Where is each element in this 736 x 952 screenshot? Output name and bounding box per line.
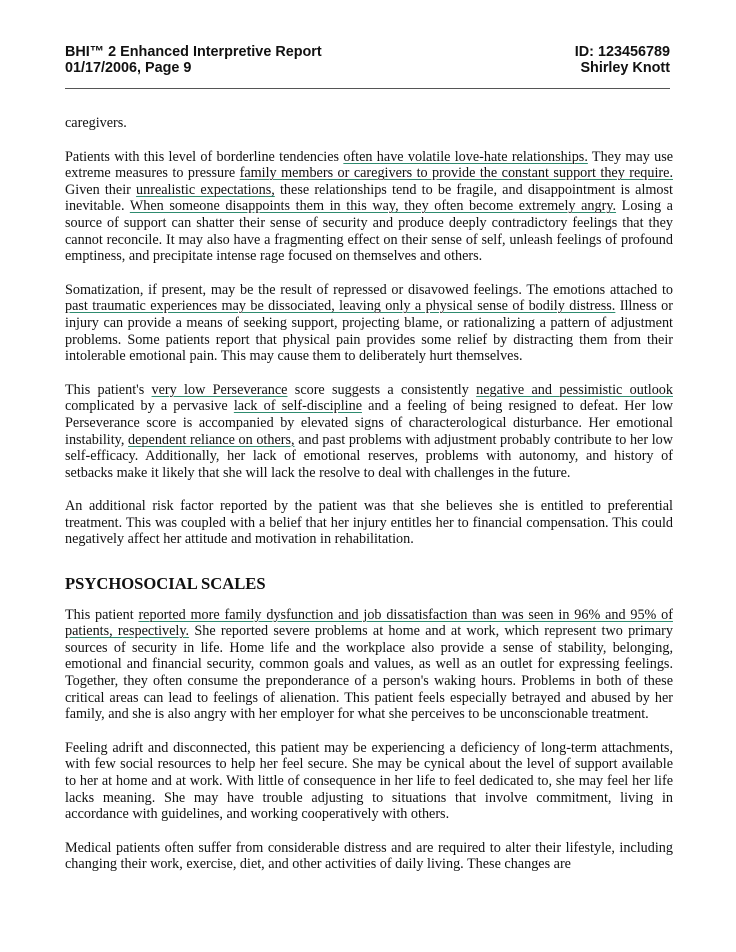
paragraph-medical: Medical patients often suffer from considerable distress and are required to alter their lifestyle, including changing their work, exercise, diet, and other activities of daily living. These changes are bbox=[65, 839, 673, 873]
text-run: Patients with this level of borderline tendencies bbox=[65, 148, 344, 165]
text-run: these relationships tend to be fragile, and disappointment is almost inevitable. bbox=[65, 181, 673, 215]
highlighted-phrase: often have volatile love-hate relationships. bbox=[343, 148, 588, 165]
text-run: score suggests a consistently bbox=[287, 381, 477, 398]
text-run: Illness or injury can provide a means of seeking support, projecting blame, or rationalizing a pattern of adjustment problems. Some patients report that physical pain provides some relief by distracting them from their intolerable emotional pain. This may cause them to deliberately hurt themselves. bbox=[65, 298, 673, 365]
highlighted-phrase: unrealistic expectations, bbox=[136, 181, 275, 198]
highlighted-phrase: lack of self-discipline bbox=[233, 398, 362, 415]
patient-id: ID: 123456789 bbox=[574, 44, 670, 60]
text-run: complicated by a pervasive bbox=[65, 398, 234, 415]
text-run: She reported severe problems at home and at work, which represent two primary sources of security in life. Home life and the workplace also provide a sense of stability, belonging, emotional and financial security, common goals and values, as well as an outlet for expressing feelings. Together, they often consume the preponderance of a person's waking hours. Problems in both of these critical areas can lead to feelings of alienation. This patient feels especially betrayed and abused by her family, and she is also angry with her employer for what she perceives to be unconscionable treatment. bbox=[65, 623, 673, 723]
highlighted-phrase: family members or caregivers to provide the constant support they require. bbox=[239, 165, 673, 182]
paragraph-family-job bbox=[65, 607, 673, 723]
text-run: and past problems with adjustment probably contribute to her low self-efficacy. Additionally, her lack of emotional reserves, problems with autonomy, and history of setbacks make it likely that she will lack the resolve to deal with challenges in the future. bbox=[65, 431, 673, 481]
header-divider bbox=[65, 88, 670, 89]
text-run: This patient bbox=[65, 606, 139, 623]
paragraph-adrift: Feeling adrift and disconnected, this patient may be experiencing a deficiency of long-term attachments, with few social resources to help her feel secure. She may be cynical about the level of support available to her at home and at work. With little of consequence in her life to feel dedicated to, she may feel her life lacks meaning. She may have trouble adjusting to situations that involve commitment, living in accordance with guidelines, and working cooperatively with others. bbox=[65, 739, 673, 823]
text-run: Somatization, if present, may be the result of repressed or disavowed feelings. The emotions attached to bbox=[65, 281, 673, 298]
highlighted-phrase: When someone disappoints them in this way, they often become extremely angry. bbox=[129, 198, 617, 215]
report-body bbox=[65, 115, 673, 890]
highlighted-phrase: negative and pessimistic outlook bbox=[476, 381, 673, 398]
highlighted-phrase: past traumatic experiences may be dissociated, leaving only a physical sense of bodily distress. bbox=[65, 298, 616, 315]
text-run: Given their bbox=[65, 181, 137, 198]
paragraph-somatization bbox=[65, 282, 673, 365]
paragraph-perseverance bbox=[65, 382, 673, 482]
highlighted-phrase: reported more family dysfunction and job dissatisfaction than was seen in 96% and 95% of patients, respectively. bbox=[65, 606, 673, 640]
highlighted-phrase: dependent reliance on others, bbox=[128, 431, 295, 448]
text-run: Losing a source of support can shatter their sense of security and produce deeply contradictory feelings that they cannot reconcile. It may also have a fragmenting effect on their sense of self, unleash feelings of profound emptiness, and precipitate intense rage focused on themselves and others. bbox=[65, 198, 673, 265]
text-run: This patient's bbox=[65, 381, 152, 398]
paragraph-continuation: caregivers. bbox=[65, 115, 127, 131]
section-heading: PSYCHOSOCIAL SCALES bbox=[65, 574, 266, 594]
text-run: and a feeling of being resigned to defeat. Her low Perseverance score is accompanied by elevated signs of characterological disturbance. Her emotional instability, bbox=[65, 398, 673, 448]
paragraph-risk-factor: An additional risk factor reported by the patient was that she believes she is entitled to preferential treatment. This was coupled with a belief that her injury entitles her to financial compensation. This could negatively affect her attitude and motivation in rehabilitation. bbox=[65, 498, 673, 548]
patient-name: Shirley Knott bbox=[580, 60, 670, 76]
highlighted-phrase: very low Perseverance bbox=[151, 381, 288, 398]
report-date-page: 01/17/2006, Page 9 bbox=[65, 60, 192, 76]
text-run: They may use extreme measures to pressure bbox=[65, 148, 674, 182]
paragraph-borderline bbox=[65, 149, 673, 265]
report-title: BHI™ 2 Enhanced Interpretive Report bbox=[65, 44, 322, 60]
report-header bbox=[65, 44, 670, 76]
